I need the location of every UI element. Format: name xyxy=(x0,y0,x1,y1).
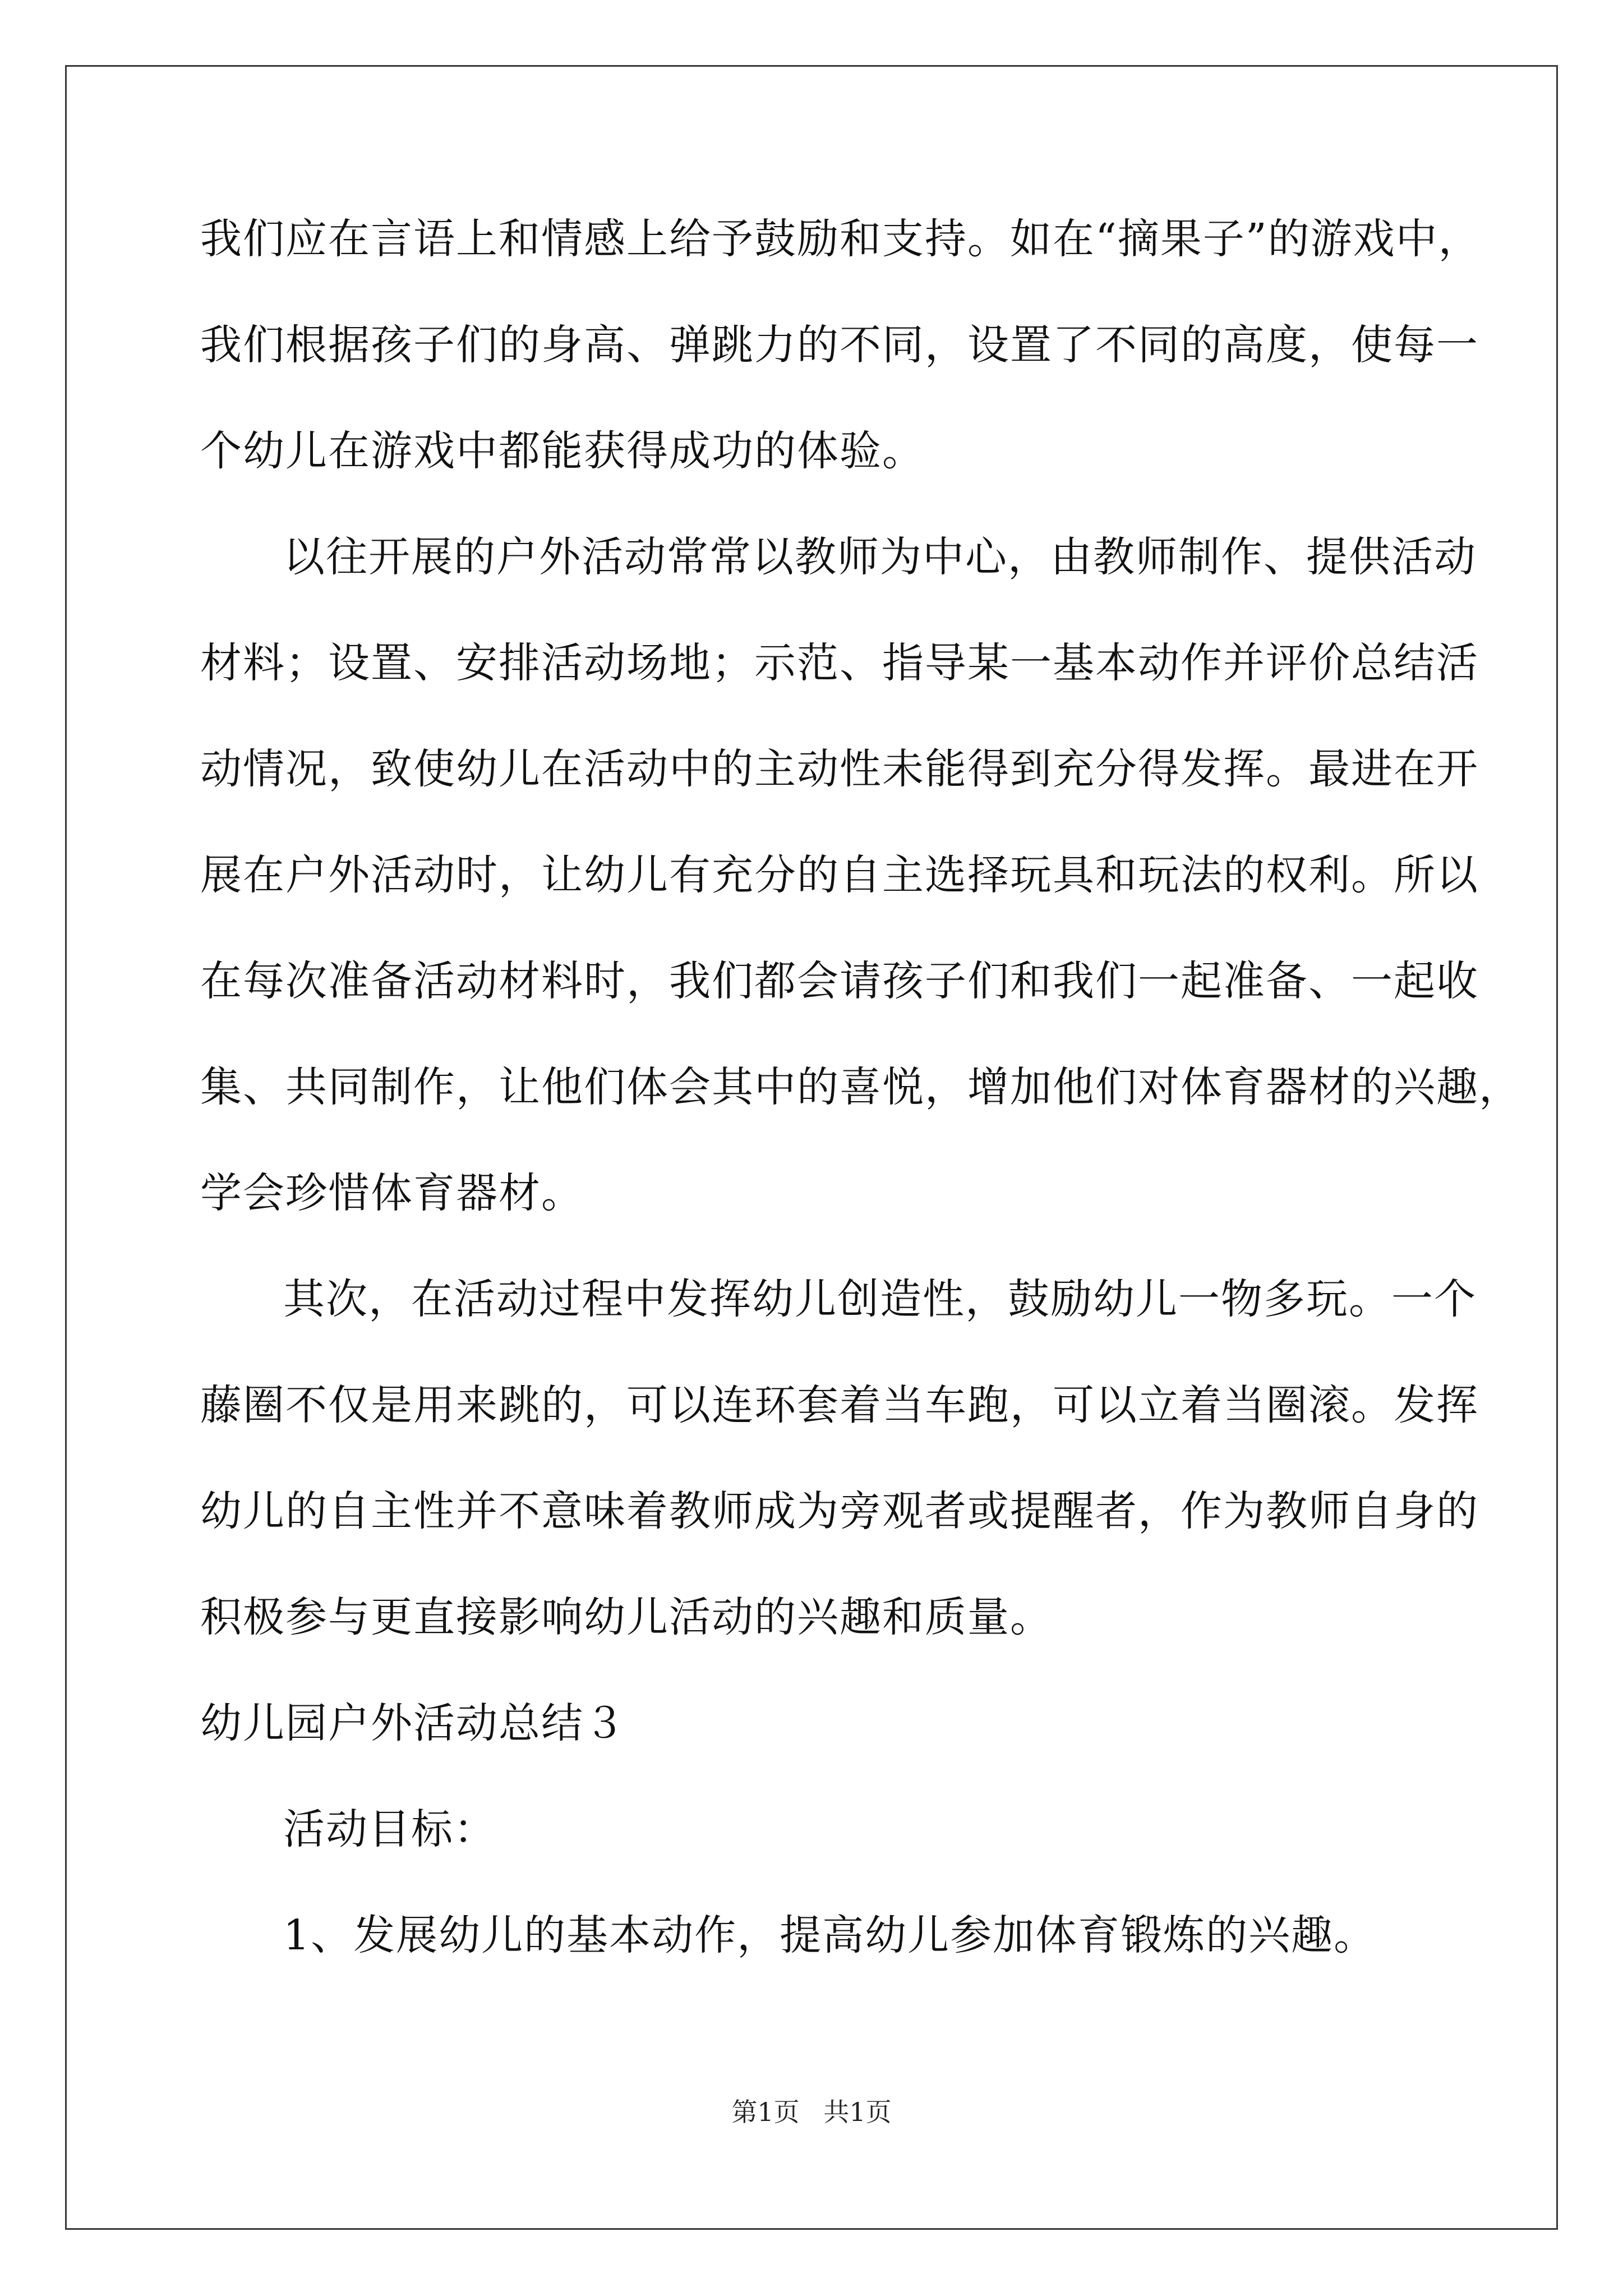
paragraph-line: 材料；设置、安排活动场地；示范、指导某一基本动作并评价总结活 xyxy=(200,639,1479,687)
page-number-total: 共1页 xyxy=(823,2097,892,2127)
page-footer xyxy=(0,2095,1623,2129)
paragraph-line: 动情况，致使幼儿在活动中的主动性未能得到充分得发挥。最进在开 xyxy=(200,745,1479,793)
paragraph-line: 我们根据孩子们的身高、弹跳力的不同，设置了不同的高度，使每一 xyxy=(200,321,1479,369)
subheading-line: 活动目标： xyxy=(283,1805,496,1853)
page-number-current: 第1页 xyxy=(731,2097,800,2127)
paragraph-line: 在每次准备活动材料时，我们都会请孩子们和我们一起准备、一起收 xyxy=(200,957,1479,1005)
paragraph-line: 我们应在言语上和情感上给予鼓励和支持。如在“摘果子”的游戏中， xyxy=(200,215,1481,263)
paragraph-line: 以往开展的户外活动常常以教师为中心，由教师制作、提供活动 xyxy=(283,533,1477,581)
section-heading: 幼儿园户外活动总结３ xyxy=(200,1699,626,1747)
paragraph-line: 藤圈不仅是用来跳的，可以连环套着当车跑，可以立着当圈滚。发挥 xyxy=(200,1381,1479,1429)
paragraph-line: 展在户外活动时，让幼儿有充分的自主选择玩具和玩法的权利。所以 xyxy=(200,851,1479,899)
paragraph-line: 积极参与更直接影响幼儿活动的兴趣和质量。 xyxy=(200,1593,1053,1641)
paragraph-line: 学会珍惜体育器材。 xyxy=(200,1169,584,1217)
document-body xyxy=(200,186,1521,1989)
paragraph-line: 其次，在活动过程中发挥幼儿创造性，鼓励幼儿一物多玩。一个 xyxy=(283,1275,1477,1323)
paragraph-line: 个幼儿在游戏中都能获得成功的体验。 xyxy=(200,427,925,475)
paragraph-line: 集、共同制作，让他们体会其中的喜悦，增加他们对体育器材的兴趣， xyxy=(200,1063,1521,1111)
paragraph-line: 幼儿的自主性并不意味着教师成为旁观者或提醒者，作为教师自身的 xyxy=(200,1487,1479,1535)
list-item: 1、发展幼儿的基本动作，提高幼儿参加体育锻炼的兴趣。 xyxy=(283,1911,1377,1959)
